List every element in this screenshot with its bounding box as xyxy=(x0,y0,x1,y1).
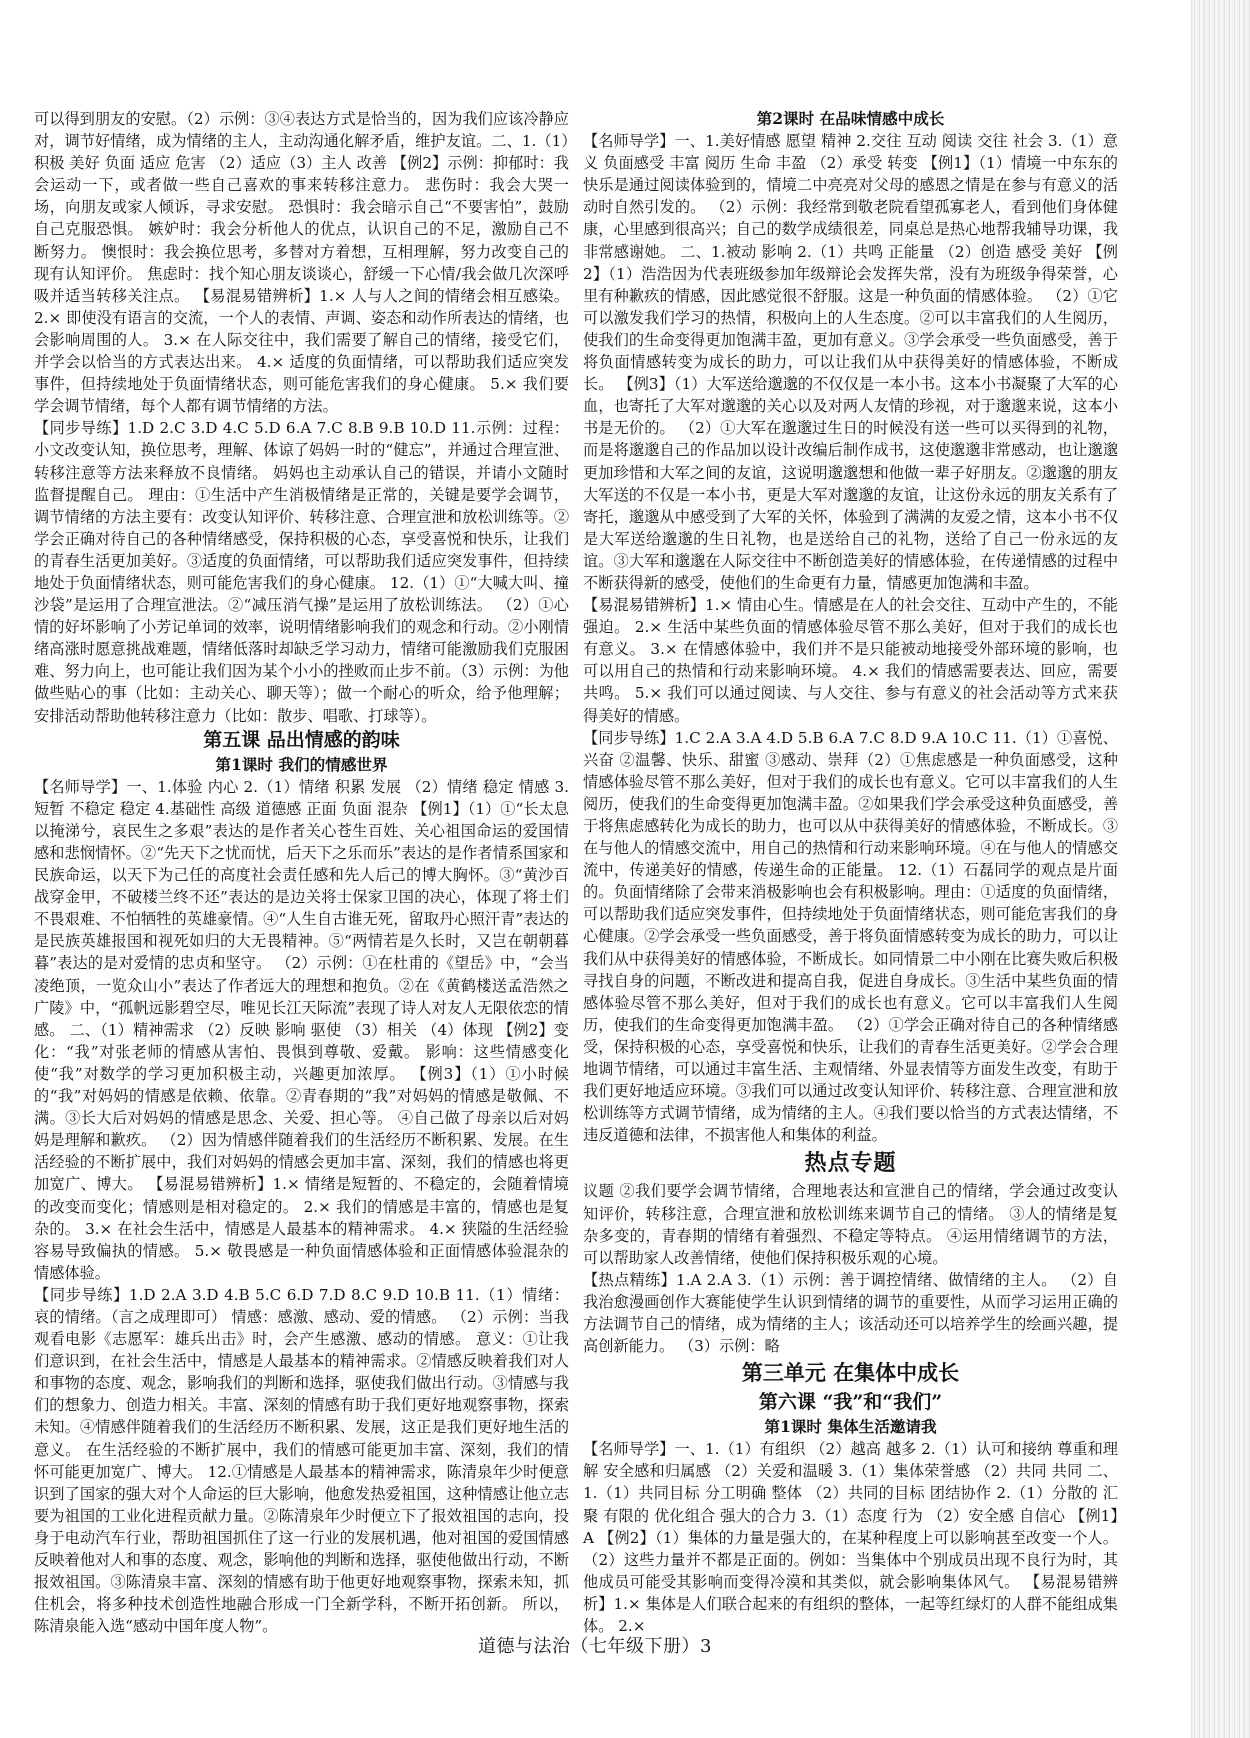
teacher-guide-5-2: 【名师导学】一、1.美好情感 愿望 精神 2.交往 互动 阅读 交往 社会 3.（1）意义 负面感受 丰富 阅历 生命 丰盈 （2）承受 转变 【例1】（1）情境一中东东的快乐是通过阅读体验到的，情境二中亮亮对父母的感恩之情是在参与有意义的活动时自然引发的。 （2）示例：我经常到敬老院看望孤寡老人，看到他们身体健康，心里感到很高兴；自己的数学成绩很差，同桌总是热心地帮我辅导功课，我非常感谢她。 二、1.被动 影响 2.（1）共鸣 正能量 （2）创造 感受 美好 【例2】（1）浩浩因为代表班级参加年级辩论会发挥失常，没有为班级争得荣誉，心里有种歉疚的情感，因此感觉很不舒服。这是一种负面的情感体验。 （2）①它可以激发我们学习的热情，积极向上的人生态度。②可以丰富我们的人生阅历，使我们的生命变得更加饱满丰盈，更加有意义。③学会承受一些负面感受，善于将负面情感转变为成长的助力，可以让我们从中获得美好的情感体验，不断成长。 【例3】（1）大军送给邈邈的不仅仅是一本小书。这本小书凝聚了大军的心血，也寄托了大军对邈邈的关心以及对两人友情的珍视，对于邈邈来说，这本小书是无价的。 （2）①大军在邈邈过生日的时候没有送一些可以买得到的礼物，而是将邈邈自己的作品加以设计改编后制作成书，这使邈邈非常感动，也让邈邈更加珍惜和大军之间的友谊，这说明邈邈想和他做一辈子好朋友。②邈邈的朋友大军送的不仅是一本小书，更是大军对邈邈的友谊，让这份永远的朋友关系有了寄托，邈邈从中感受到了大军的关怀，体验到了满满的友爱之情，这本小书不仅是大军送给邈邈的生日礼物，也是送给自己的礼物，送给了自己一份永远的友谊。③大军和邈邈在人际交往中不断创造美好的情感体验，在传递情感的过程中不断获得新的感受，使他们的生命更有力量，情感更加饱满和丰盈。 xyxy=(583,132,1118,592)
answer-continued-lesson4: 可以得到朋友的安慰。（2）示例：③④表达方式是恰当的，因为我们应该冷静应对，调节好情绪，成为情绪的主人，主动沟通化解矛盾，维护友谊。二、1.（1）积极 美好 负面 适应 危害 （2）适应（3）主人 改善 【例2】示例：抑郁时：我会运动一下，或者做一些自己喜欢的事来转移注意力。 悲伤时：我会大哭一场，向朋友或家人倾诉，寻求安慰。 恐惧时：我会暗示自己“不要害怕”，鼓励自己克服恐惧。 嫉妒时：我会分析他人的优点，认识自己的不足，激励自己不断努力。 懊恨时：我会换位思考，多替对方着想，互相理解，努力改变自己的现有认知评价。 焦虑时：找个知心朋友谈谈心，舒缓一下心情/我会做几次深呼吸并适当转移关注点。 【易混易错辨析】1.× 人与人之间的情绪会相互感染。 2.× 即使没有语言的交流，一个人的表情、声调、姿态和动作所表达的情绪，也会影响周围的人。 3.× 在人际交往中，我们需要了解自己的情绪，接受它们，并学会以恰当的方式表达出来。 4.× 适度的负面情绪，可以帮助我们适应突发事件，但持续地处于负面情绪状态，则可能危害我们的身心健康。 5.× 我们要学会调节情绪，每个人都有调节情绪的方法。 xyxy=(34,110,569,416)
sync-practice-5-1: 【同步导练】1.D 2.A 3.D 4.B 5.C 6.D 7.D 8.C 9.D 10.B 11.（1）情绪：哀的情绪。（言之成理即可） 情感：感激、感动、爱的情感。 （2）示例：当我观看电影《志愿军：雄兵出击》时，会产生感激、感动的情感。 意义：①让我们意识到，在社会生活中，情感是人最基本的精神需求。②情感反映着我们对人和事物的态度、观念，影响我们的判断和选择，驱使我们做出行动。③情感与我们的想象力、创造力相关。丰富、深刻的情感有助于我们更好地观察事物，探索未知。④情感伴随着我们的生活经历不断积累、发展，这正是我们更好地生活的意义。 在生活经验的不断扩展中，我们的情感可能更加丰富、深刻，我们的情怀可能更加宽广、博大。 12.①情感是人最基本的精神需求，陈清泉年少时便意识到了国家的强大对个人命运的巨大影响，他愈发热爱祖国，这种情感让他立志要为祖国的工业化进程贡献力量。②陈清泉年少时便立下了报效祖国的志向，投身于电动汽车行业，帮助祖国抓住了这一行业的发展机遇，他对祖国的爱国情感反映着他对人和事的态度、观念，影响他的判断和选择，驱使他做出行动，不断报效祖国。③陈清泉丰富、深刻的情感有助于他更好地观察事物，探索未知，抓住机会，将多种技术创造性地融合形成一门全新学科，不断开拓创新。 所以，陈清泉能入选“感动中国年度人物”。 xyxy=(34,1285,569,1636)
left-column xyxy=(34,108,569,1636)
page-edge xyxy=(1191,0,1250,1738)
lesson-6-1-title: 第1课时 集体生活邀请我 xyxy=(764,1417,937,1437)
lesson-5-2-title: 第2课时 在品味情感中成长 xyxy=(756,109,945,128)
hot-topic-issue: 议题 ②我们要学会调节情绪，合理地表达和宣泄自己的情绪，学会通过改变认知评价，转移注意，合理宣泄和放松训练来调节自己的情绪。 ③人的情绪是复杂多变的，青春期的情绪有着强烈、不稳定等特点。 ④运用情绪调节的方法，可以帮助家人改善情绪，使他们保持积极乐观的心境。 xyxy=(583,1182,1118,1267)
teacher-guide-5-1: 【名师导学】一、1.体验 内心 2.（1）情绪 积累 发展 （2）情绪 稳定 情感 3.短暂 不稳定 稳定 4.基础性 高级 道德感 正面 负面 混杂 【例1】（1）①“长太息以掩涕兮，哀民生之多艰”表达的是作者关心苍生百姓、关心祖国命运的爱国情感和悲悯情怀。②“先天下之忧而忧，后天下之乐而乐”表达的是作者情系国家和民族命运，以天下为己任的高度社会责任感和先人后己的博大胸怀。③“黄沙百战穿金甲，不破楼兰终不还”表达的是边关将士保家卫国的决心，体现了将士们不畏艰难、不怕牺牲的英雄豪情。④“人生自古谁无死，留取丹心照汗青”表达的是民族英雄报国和视死如归的大无畏精神。⑤“两情若是久长时，又岂在朝朝暮暮”表达的是对爱情的忠贞和坚守。 （2）示例：①在杜甫的《望岳》中，“会当凌绝顶，一览众山小”表达了作者远大的理想和抱负。②在《黄鹤楼送孟浩然之广陵》中，“孤帆远影碧空尽，唯见长江天际流”表现了诗人对友人无限依恋的情感。 二、（1）精神需求 （2）反映 影响 驱使 （3）相关 （4）体现 【例2】变化：“我”对张老师的情感从害怕、畏惧到尊敬、爱戴。 影响：这些情感变化使“我”对数学的学习更加积极主动，兴趣更加浓厚。 【例3】（1）①小时候的“我”对妈妈的情感是依赖、依靠。②青春期的“我”对妈妈的情感是敬佩、不满。③长大后对妈妈的情感是思念、关爱、担心等。 ④自己做了母亲以后对妈妈是理解和歉疚。 （2）因为情感伴随着我们的生活经历不断积累、发展。在生活经验的不断扩展中，我们对妈妈的情感会更加丰富、深刻，我们的情感也将更加宽广、博大。 【易混易错辨析】1.× 情绪是短暂的、不稳定的，会随着情境的改变而变化；情感则是相对稳定的。 2.× 我们的情感是丰富的，情感也是复杂的。 3.× 在社会生活中，情感是人最基本的精神需求。 4.× 狭隘的生活经验容易导致偏执的情感。 5.× 敬畏感是一种负面情感体验和正面情感体验混杂的情感体验。 xyxy=(34,777,569,1282)
lesson-5-1-title: 第1课时 我们的情感世界 xyxy=(215,754,388,774)
hot-topic-practice: 【热点精练】1.A 2.A 3.（1）示例：善于调控情绪、做情绪的主人。 （2）自我治愈漫画创作大赛能使学生认识到情绪的调节的重要性，从而学习运用正确的方法调节自己的情绪，成为情绪的主人；该活动还可以培养学生的绘画兴趣，提高创新能力。 （3）示例：略 xyxy=(583,1270,1118,1356)
teacher-guide-6-1: 【名师导学】一、1.（1）有组织 （2）越高 越多 2.（1）认可和接纳 尊重和理解 安全感和归属感 （2）关爱和温暖 3.（1）集体荣誉感 （2）共同 共同 二、1.（1）共同目标 分工明确 整体 （2）共同的目标 团结协作 2.（1）分散的 汇聚 有限的 优化组合 强大的合力 3.（1）态度 行为 （2）安全感 自信心 【例1】A 【例2】（1）集体的力量是强大的，在某种程度上可以影响甚至改变一个人。 （2）这些力量并不都是正面的。例如：当集体中个别成员出现不良行为时，其他成员可能受其影响而变得冷漠和其类似，就会影响集体风气。 【易混易错辨析】1.× 集体是人们联合起来的有组织的整体，一起等红绿灯的人群不能组成集体。 2.× xyxy=(583,1440,1118,1635)
sync-practice-lesson4: 【同步导练】1.D 2.C 3.D 4.C 5.D 6.A 7.C 8.B 9.B 10.D 11.示例：过程：小文改变认知，换位思考，理解、体谅了妈妈一时的“健忘”，并通过合理宣泄、转移注意等方法来释放不良情绪。 妈妈也主动承认自己的错误，并请小文随时监督提醒自己。 理由：①生活中产生消极情绪是正常的，关键是要学会调节，调节情绪的方法主要有：改变认知评价、转移注意、合理宣泄和放松训练等。②学会正确对待自己的各种情绪感受，保持积极的心态，享受喜悦和快乐，让我们的青春生活更加美好。③适度的负面情绪，可以帮助我们适应突发事件，但持续地处于负面情绪状态，则可能危害我们的身心健康。 12.（1）①“大喊大叫、撞沙袋”是运用了合理宣泄法。②“减压消气操”是运用了放松训练法。 （2）①心情的好坏影响了小芳记单词的效率，说明情绪影响我们的观念和行动。②小刚情绪高涨时愿意挑战难题，情绪低落时却缺乏学习动力，情绪可能激励我们克服困难、努力向上，也可能让我们因为某个小小的挫败而止步不前。（3）示例：为他做些贴心的事（比如：主动关心、聊天等）；做一个耐心的听众，给予他理解；安排活动帮助他转移注意力（比如：散步、唱歌、打球等）。 xyxy=(34,419,569,725)
lesson-5-title: 第五课 品出情感的韵味 xyxy=(203,728,400,751)
unit-3-title: 第三单元 在集体中成长 xyxy=(741,1360,960,1386)
lesson-6-title: 第六课 “我”和“我们” xyxy=(758,1391,943,1414)
page-footer: 道德与法治（七年级下册）3 xyxy=(478,1636,712,1657)
right-column xyxy=(583,108,1118,1635)
error-analysis-5-2: 【易混易错辨析】1.× 情由心生。情感是在人的社会交往、互动中产生的，不能强迫。 2.× 生活中某些负面的情感体验尽管不那么美好，但对于我们的成长也有意义。 3.× 在情感体验中，我们并不是只能被动地接受外部环境的影响，也可以用自己的热情和行动来影响环境。 4.× 我们的情感需要表达、回应，需要共鸣。 5.× 我们可以通过阅读、与人交往、参与有意义的社会活动等方式来获得美好的情感。 xyxy=(583,596,1118,725)
sync-practice-5-2: 【同步导练】1.C 2.A 3.A 4.D 5.B 6.A 7.C 8.D 9.A 10.C 11.（1）①喜悦、兴奋 ②温馨、快乐、甜蜜 ③感动、崇拜（2）①焦虑感是一种负面感受，这种情感体验尽管不那么美好，但对于我们的成长也有意义。它可以丰富我们的人生阅历，使我们的生命变得更加饱满丰盈。②如果我们学会承受这种负面感受，善于将焦虑感转化为成长的助力，也可以从中获得美好的情感体验，不断成长。③在与他人的情感交流中，用自己的热情和行动来影响环境。④在与他人的情感交流中，传递美好的情感，传递生命的正能量。 12.（1）石磊同学的观点是片面的。负面情绪除了会带来消极影响也会有积极影响。理由：①适度的负面情绪，可以帮助我们适应突发事件，但持续地处于负面情绪状态，则可能危害我们的身心健康。②学会承受一些负面感受，善于将负面情感转变为成长的助力，可以让我们从中获得美好的情感体验，不断成长。如同情景二中小刚在比赛失败后积极寻找自身的问题，不断改进和提高自我，促进自身成长。③生活中某些负面的情感体验尽管不那么美好，但对于我们的成长也有意义。它可以丰富我们人生阅历，使我们的生命变得更加饱满丰盈。 （2）①学会正确对待自己的各种情绪感受，保持积极的心态，享受喜悦和快乐，让我们的青春生活更美好。②学会合理地调节情绪，可以通过丰富生活、主观情绪、外显表情等方面发生改变，有助于我们更好地适应环境。③我们可以通过改变认知评价、转移注意、合理宣泄和放松训练等方式调节情绪，成为情绪的主人。④我们要以恰当的方式表达情绪，不违反道德和法律，不损害他人和集体的利益。 xyxy=(583,728,1118,1145)
hot-topic-title: 热点专题 xyxy=(804,1150,897,1177)
